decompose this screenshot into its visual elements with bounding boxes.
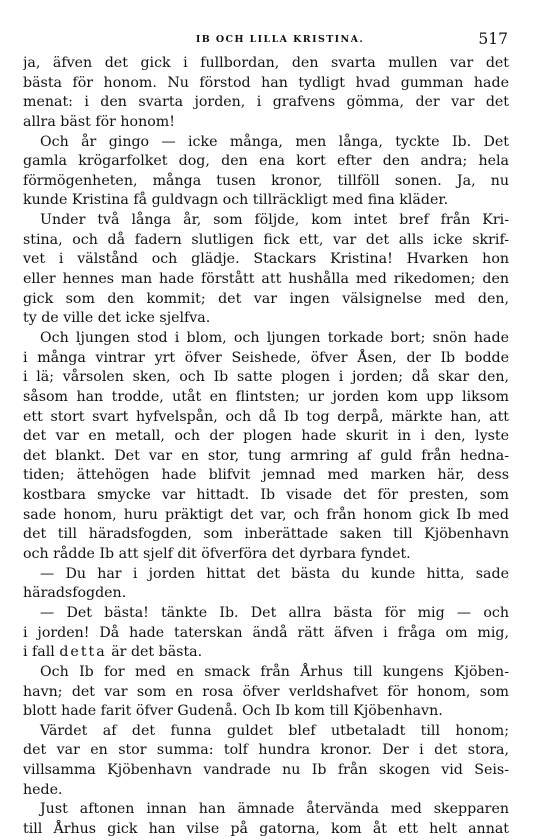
text-line: Just aftonen innan han ämnade återvända med skepparen <box>40 801 509 818</box>
text-line: villsamma Kjöbenhavn vandrade nu Ib från skogen vid Seis- <box>23 762 509 779</box>
text-line: eller hennes man hade förstått att hushålla med rikedomen; den <box>23 271 509 288</box>
text-line: havn; det var som en rosa öfver verldshafvet för honom, som <box>23 683 509 700</box>
text-line: ett stort svart hyfvelspån, och då Ib tog derpå, märkte han, att <box>23 408 509 425</box>
text-line: det blankt. Det var en stor, tung armring af guld från hedna- <box>23 447 509 464</box>
text-line: Och Ib for med en smack från Århus till kungens Kjöben- <box>40 663 509 680</box>
text-line: Och år gingo — icke många, men långa, tyckte Ib. Det <box>40 133 509 150</box>
text-fragment: i fall <box>23 644 60 661</box>
text-line: gamla krögarfolket dog, den ena kort efter den andra; hela <box>23 153 509 170</box>
text-line: Och ljungen stod i blom, och ljungen torkade bort; snön hade <box>40 329 509 346</box>
text-line: blott hade farit öfver Gudenå. Och Ib kom till Kjöbenhavn. <box>23 703 443 720</box>
text-line: häradsfogden. <box>23 585 127 602</box>
text-line: kostbara smycke var hittadt. Ib visade det för presten, som <box>23 487 509 504</box>
text-line: — Det bästa! tänkte Ib. Det allra bästa för mig — och <box>40 604 509 621</box>
text-line: i lä; vårsolen sken, och Ib satte plogen i jorden; då skar den, <box>23 369 509 386</box>
page-header <box>0 30 560 52</box>
text-line: det var en stor summa: tolf hundra kronor. Der i det stora, <box>23 742 509 759</box>
text-line: hede. <box>23 781 63 798</box>
text-line: sade honom, huru präktigt det var, och från honom gick Ib med <box>23 506 509 523</box>
text-line: Värdet af det funna guldet blef utbetaladt till honom; <box>40 722 509 739</box>
text-line: vet i välstånd och glädje. Stackars Kristina! Hvarken hon <box>23 251 509 268</box>
text-line: det var en metall, och der plogen hade skurit in i den, lyste <box>23 428 509 445</box>
text-line: menat: i den svarta jorden, i grafvens gömma, der var det <box>23 94 509 111</box>
text-line: stina, och då fadern slutligen fick ett, var det alls icke skrif- <box>23 231 509 248</box>
text-line: i många vintrar yrt öfver Seishede, öfver Åsen, der Ib bodde <box>23 349 509 366</box>
text-line: tiden; ättehögen hade blifvit jemnad med marken här, dess <box>23 467 509 484</box>
text-line: ty de ville det icke sjelfva. <box>23 310 211 327</box>
text-line: allra bäst för honom! <box>23 113 175 130</box>
text-line: förmögenheten, många tusen kronor, tillföll sonen. Ja, nu <box>23 172 509 189</box>
text-line: och rådde Ib att sjelf dit öfverföra det dyrbara fyndet. <box>23 546 411 563</box>
text-line: bästa för honom. Nu förstod han tydligt hvad gumman hade <box>23 74 509 91</box>
text-line: det till häradsfogden, som inberättade saken till Kjöbenhavn <box>23 526 509 543</box>
emphasized-word: detta <box>59 644 107 661</box>
text-line: till Århus gick han vilse på gatorna, kom åt ett helt annat <box>23 820 509 837</box>
text-line: i jorden! Då hade taterskan ändå rätt äfven i fråga om mig, <box>23 624 509 641</box>
text-line: gick som den kommit; det var ingen välsignelse med den, <box>23 290 509 307</box>
text-fragment: är det bästa. <box>106 644 203 661</box>
text-line: såsom han trodde, utåt en flintsten; ur jorden kom upp liksom <box>23 388 509 405</box>
text-line <box>23 643 509 663</box>
page-number: 517 <box>478 30 508 48</box>
text-line: — Du har i jorden hittat det bästa du kunde hitta, sade <box>40 565 509 582</box>
running-title: IB OCH LILLA KRISTINA. <box>195 34 365 45</box>
text-line: ja, äfven det gick i fullbordan, den svarta mullen var det <box>23 55 509 71</box>
text-line: Under två långa år, som följde, kom intet bref från Kri- <box>40 212 509 229</box>
body-text <box>23 54 509 840</box>
text-line: kunde Kristina få guldvagn och tillräckligt med fina kläder. <box>23 192 449 209</box>
